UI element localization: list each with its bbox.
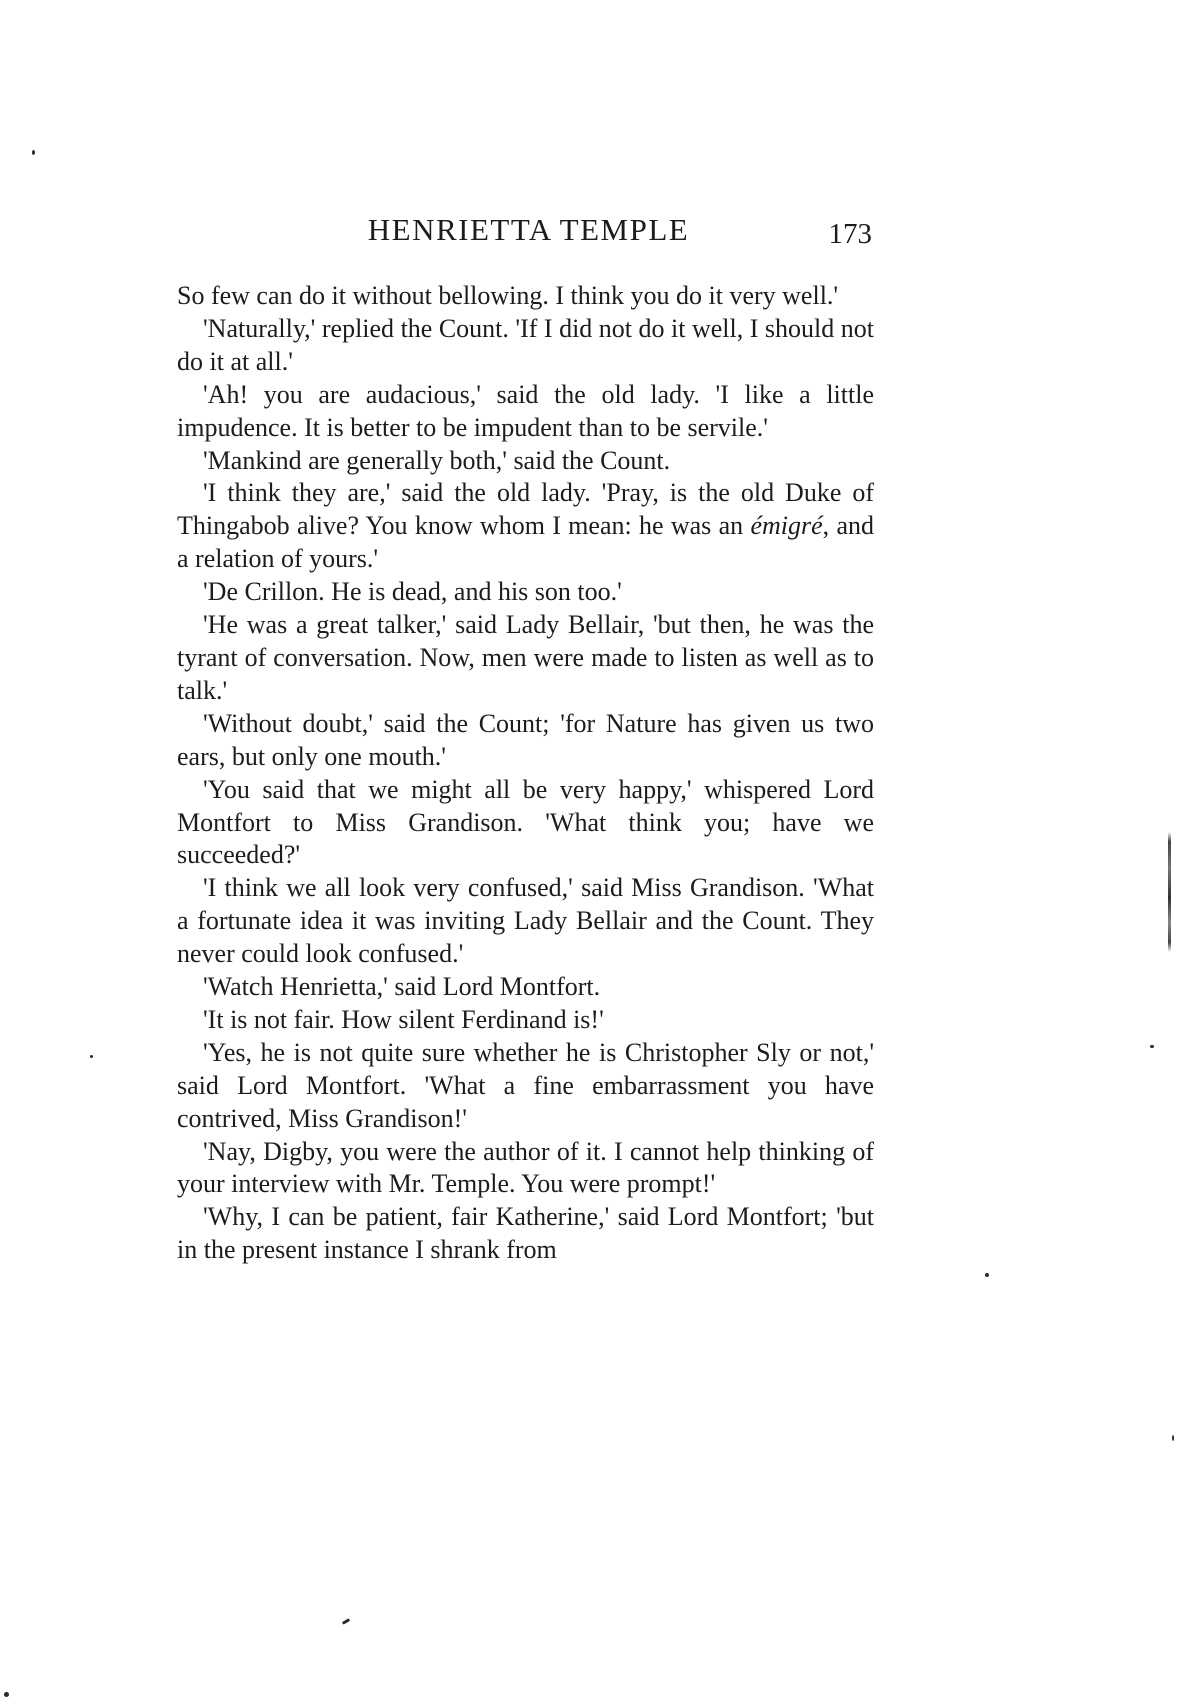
- running-title: HENRIETTA TEMPLE: [367, 212, 690, 247]
- scan-speck: [4, 1692, 9, 1697]
- body-text: [177, 280, 874, 1267]
- paragraph: 'I think we all look very confused,' said Miss Grandison. 'What a fortunate idea it was inviting Lady Bellair and the Count. They never could look confused.': [177, 873, 874, 969]
- paragraph: 'Ah! you are audacious,' said the old lady. 'I like a little impudence. It is better to be impudent than to be servile.': [177, 379, 874, 442]
- paragraph: 'De Crillon. He is dead, and his son too.': [203, 577, 622, 607]
- scan-speck: [32, 150, 35, 155]
- paragraph: 'It is not fair. How silent Ferdinand is!': [203, 1004, 604, 1034]
- paragraph: 'He was a great talker,' said Lady Bellair, 'but then, he was the tyrant of conversation. Now, men were made to listen as well as to talk.': [177, 610, 874, 705]
- scan-margin-mark: [1168, 832, 1171, 952]
- scan-speck: [342, 1618, 350, 1625]
- paragraph: 'I think they are,' said the old lady. 'Pray, is the old Duke of Thingabob alive? You know whom I mean: he was an émigré, and a relation of yours.': [177, 478, 875, 574]
- paragraph: 'Nay, Digby, you were the author of it. I cannot help thinking of your interview with Mr. Temple. You were prompt!': [177, 1136, 874, 1199]
- italic-word: émigré: [750, 511, 823, 541]
- scan-speck: [985, 1273, 989, 1277]
- paragraph: 'Watch Henrietta,' said Lord Montfort.: [203, 972, 601, 1002]
- paragraph: 'Mankind are generally both,' said the Count.: [203, 445, 671, 475]
- scan-speck: [90, 1055, 93, 1058]
- paragraph: So few can do it without bellowing. I think you do it very well.': [177, 281, 839, 310]
- paragraph: 'You said that we might all be very happy,' whispered Lord Montfort to Miss Grandison. 'What think you; have we succeeded?': [177, 774, 874, 870]
- running-head: [177, 212, 880, 252]
- paragraph: 'Without doubt,' said the Count; 'for Nature has given us two ears, but only one mouth.': [177, 708, 874, 771]
- scan-speck: [1150, 1045, 1154, 1048]
- scan-speck: [1172, 1435, 1174, 1441]
- page-number: 173: [828, 218, 872, 250]
- paragraph: 'Yes, he is not quite sure whether he is Christopher Sly or not,' said Lord Montfort. 'What a fine embarrassment you have contrived, Miss Grandison!': [177, 1037, 874, 1133]
- paragraph: 'Naturally,' replied the Count. 'If I did not do it well, I should not do it at all.': [177, 313, 874, 376]
- paragraph: 'Why, I can be patient, fair Katherine,' said Lord Montfort; 'but in the present instance I shrank from: [177, 1202, 874, 1265]
